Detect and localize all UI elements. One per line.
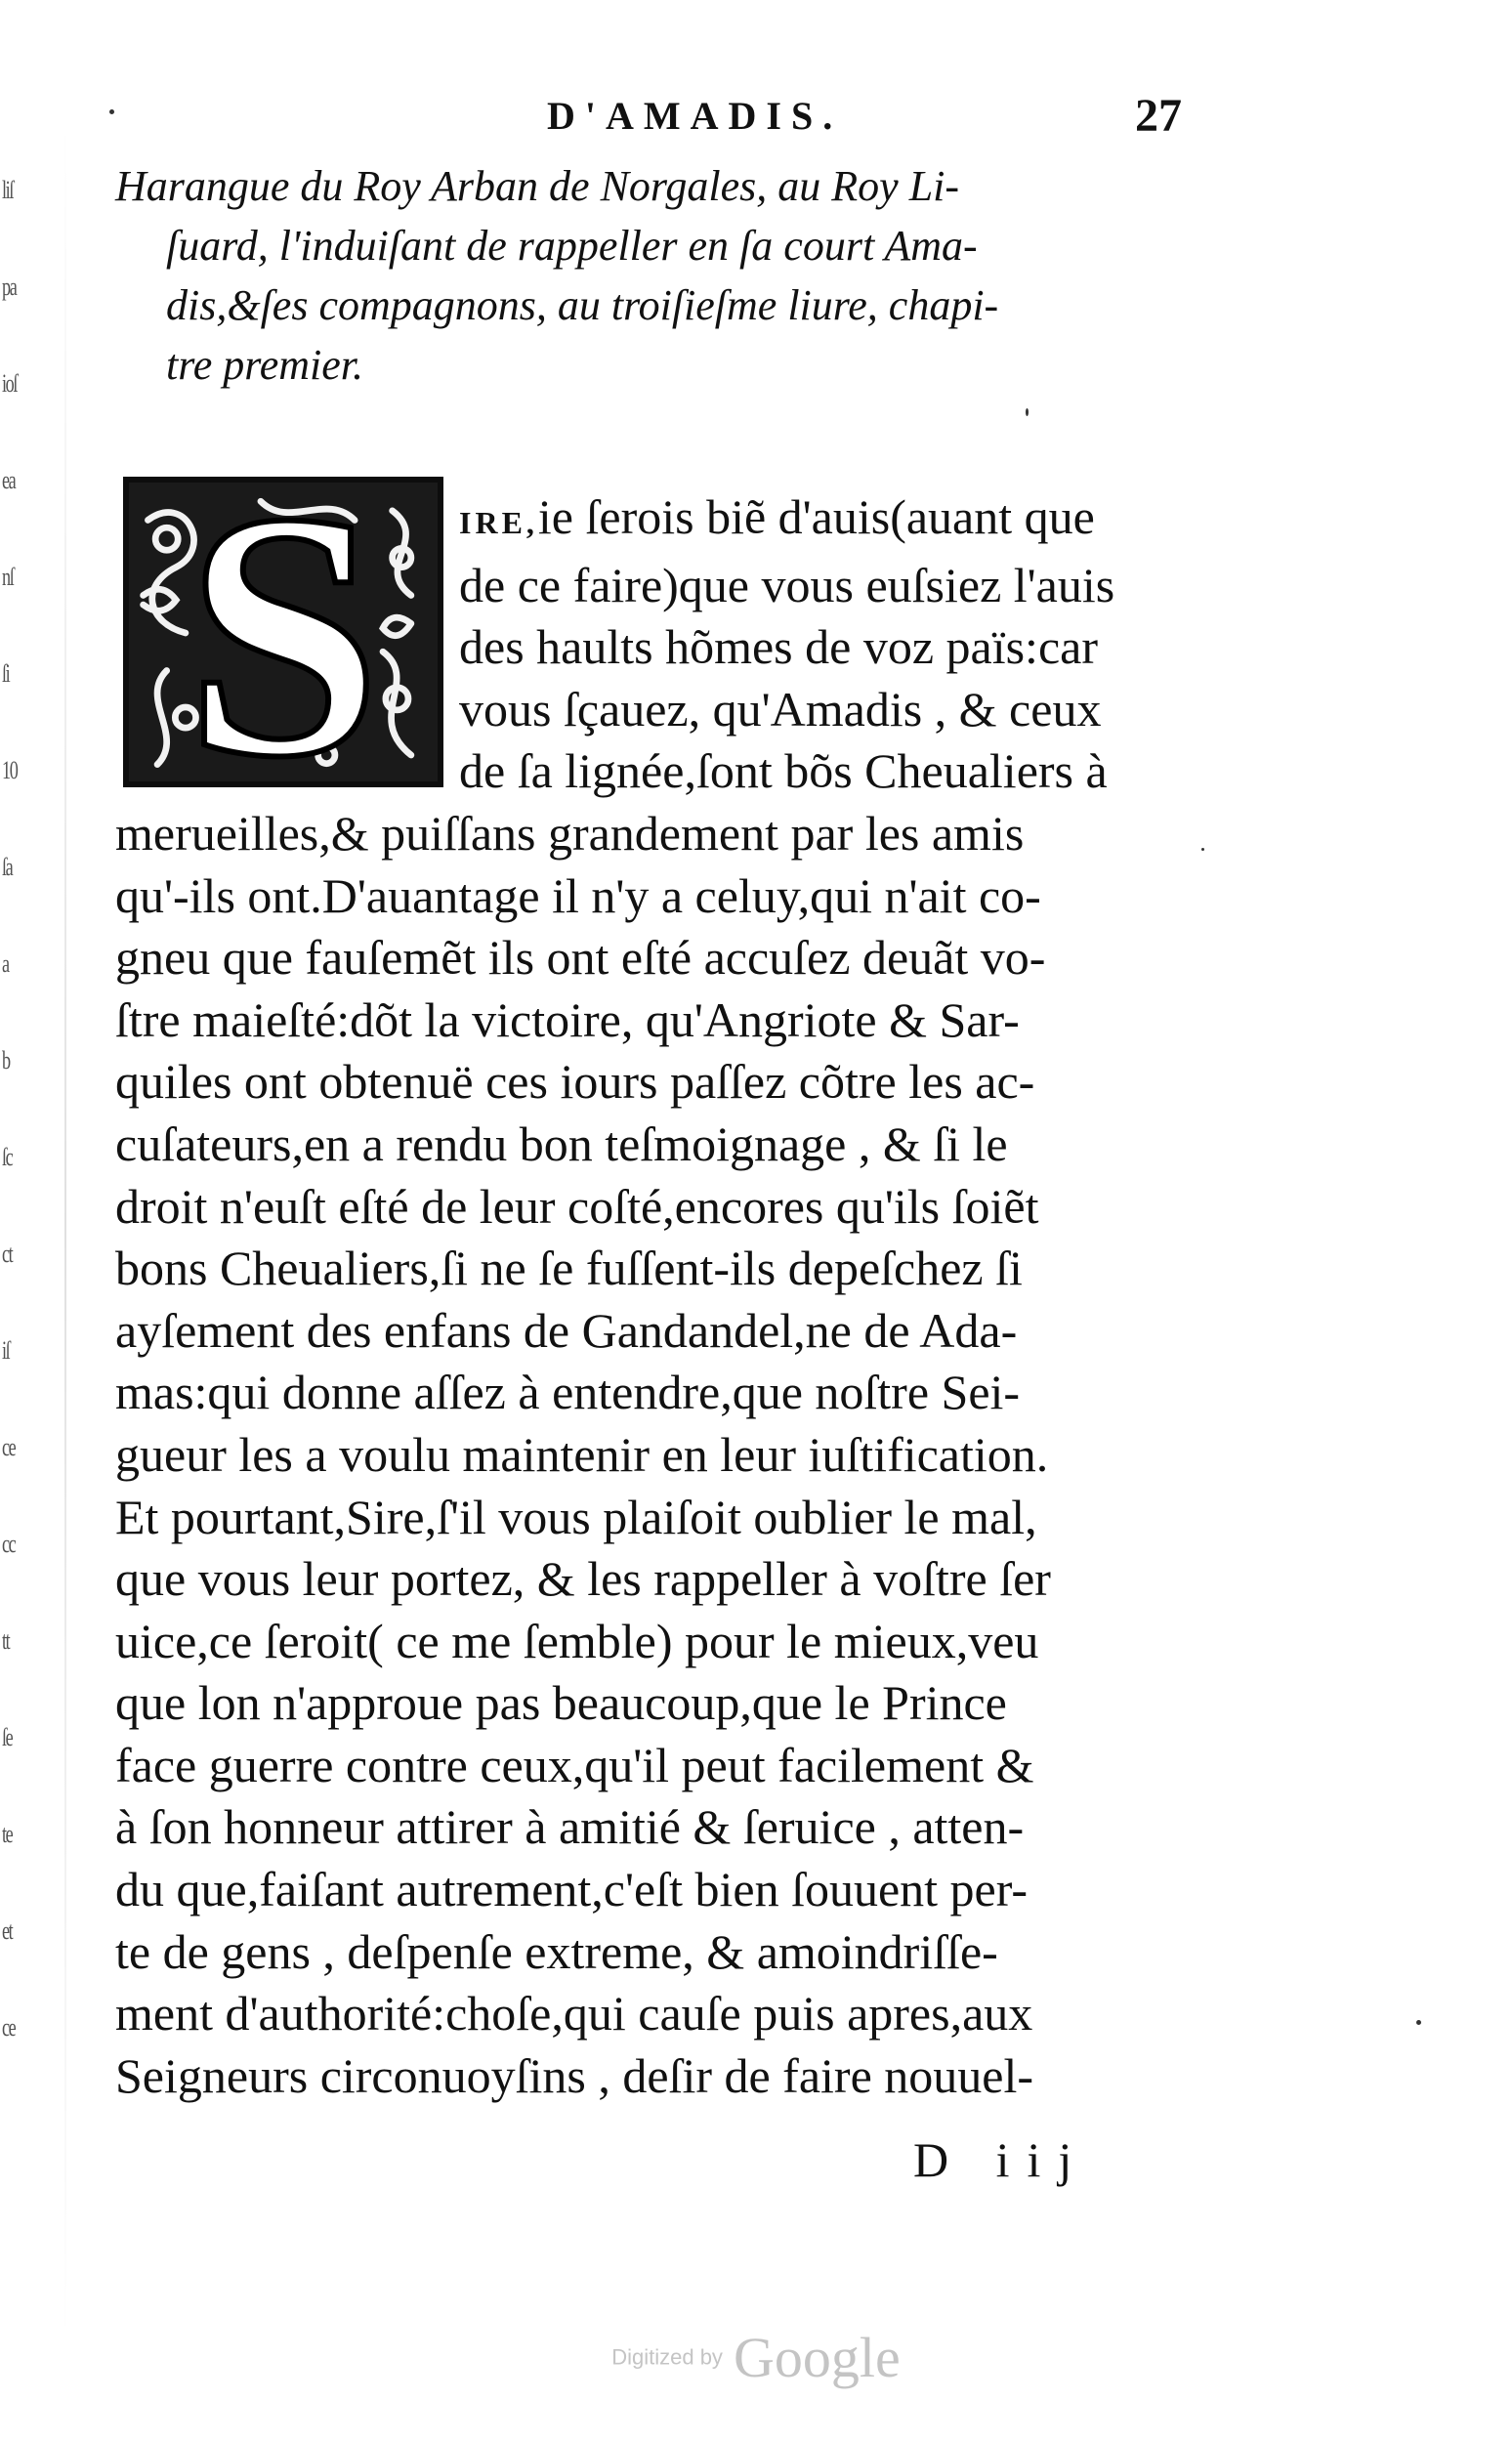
running-title: D'AMADIS. — [547, 94, 843, 138]
margin-fragment: cc — [2, 1530, 16, 1558]
margin-fragment: pa — [2, 273, 17, 301]
margin-fragment: iſ — [2, 1336, 10, 1365]
heading-line: Harangue du Roy Arban de Norgales, au Roy Li- — [115, 162, 960, 210]
margin-fragment: ea — [2, 466, 16, 494]
running-head — [508, 90, 1192, 151]
heading-line: tre premier. — [166, 341, 364, 389]
initial-letter: S — [185, 477, 382, 787]
margin-fragment: 10 — [2, 756, 18, 784]
initial-word: IRE, — [459, 505, 538, 540]
body-line: Seigneurs circonuoyſins , deſir de faire nouuel- — [115, 2047, 1033, 2103]
margin-fragment: ioſ — [2, 369, 18, 398]
gutter-shadow — [64, 117, 66, 2344]
margin-fragment: et — [2, 1916, 13, 1945]
body-line: quiles ont obtenuë ces iours paſſez cõtre les ac- — [115, 1054, 1035, 1110]
margin-fragment: nſ — [2, 563, 14, 591]
ink-speck — [1026, 408, 1029, 416]
margin-fragment: ce — [2, 2013, 16, 2042]
margin-fragment: liſ — [2, 176, 13, 204]
heading-line: dis,&ſes compagnons, au troiſieſme liure, chapi- — [166, 281, 999, 329]
ink-speck — [1416, 2020, 1421, 2025]
body-line: que lon n'approue pas beaucoup,que le Prince — [115, 1675, 1007, 1731]
heading-line: ſuard, l'induiſant de rappeller en ſa court Ama- — [166, 222, 978, 270]
body-line: droit n'euſt eſté de leur coſté,encores qu'ils ſoiẽt — [115, 1178, 1039, 1234]
body-line: ſtre maieſté:dõt la victoire, qu'Angriote & Sar- — [115, 991, 1020, 1047]
body-line: vous ſçauez, qu'Amadis , & ceux — [459, 681, 1102, 737]
body-line: à ſon honneur attirer à amitié & ſeruice , atten- — [115, 1799, 1025, 1855]
body-line: des haults hõmes de voz païs:car — [459, 619, 1098, 675]
page-number: 27 — [1135, 90, 1182, 142]
body-line: Et pourtant,Sire,ſ'il vous plaiſoit oublier le mal, — [115, 1489, 1037, 1544]
digitization-watermark — [0, 2325, 1512, 2390]
body-line: mas:qui donne aſſez à entendre,que noſtre Sei- — [115, 1365, 1021, 1420]
body-line: de ſa lignée,ſont bõs Cheualiers à — [459, 743, 1108, 799]
body-line: uice,ce ſeroit( ce me ſemble) pour le mieux,veu — [115, 1613, 1039, 1668]
body-line: gneu que fauſemẽt ils ont eſté accuſez deuãt vo- — [115, 930, 1046, 986]
chapter-heading — [115, 156, 1209, 395]
margin-fragment: ſc — [2, 1143, 13, 1171]
margin-fragment: ce — [2, 1433, 16, 1461]
margin-fragment: tt — [2, 1626, 10, 1655]
body-line: du que,faiſant autrement,c'eſt bien ſouuent per- — [115, 1862, 1029, 1917]
body-line: IRE,ie ſerois biẽ d'auis(auant que — [459, 489, 1095, 544]
watermark-prefix: Digitized by — [611, 2344, 723, 2370]
body-line: qu'-ils ont.D'auantage il n'y a celuy,qui n'ait co- — [115, 867, 1041, 923]
body-line: que vous leur portez, & les rappeller à voſtre ſer — [115, 1551, 1051, 1607]
body-line: merueilles,& puiſſans grandement par les amis — [115, 805, 1025, 861]
body-line: ayſement des enfans de Gandandel,ne de Ada- — [115, 1302, 1018, 1358]
facing-page-bleed — [0, 0, 78, 2442]
ink-speck — [109, 109, 114, 114]
margin-fragment: ſe — [2, 1723, 13, 1751]
body-line: face guerre contre ceux,qu'il peut facilement & — [115, 1737, 1034, 1792]
margin-fragment: ſa — [2, 853, 13, 881]
signature-mark: D iij — [913, 2132, 1090, 2187]
body-line: cuſateurs,en a rendu bon teſmoignage , & ſi le — [115, 1116, 1008, 1171]
margin-fragment: ct — [2, 1240, 13, 1268]
body-line: te de gens , deſpenſe extreme, & amoindriſſe- — [115, 1923, 998, 1979]
ink-speck — [1201, 848, 1204, 851]
watermark-brand: Google — [734, 2326, 901, 2389]
margin-fragment: te — [2, 1820, 13, 1848]
body-line: gueur les a voulu maintenir en leur iuſtification. — [115, 1426, 1049, 1482]
margin-fragment: b — [2, 1046, 10, 1074]
body-text — [115, 486, 1219, 2107]
body-line: de ce faire)que vous euſsiez l'auis — [459, 557, 1115, 612]
body-line: ment d'authorité:choſe,qui cauſe puis apres,aux — [115, 1986, 1033, 2042]
margin-fragment: a — [2, 949, 9, 978]
margin-fragment: ſi — [2, 659, 10, 688]
body-line: bons Cheualiers,ſi ne ſe fuſſent-ils depeſchez ſi — [115, 1241, 1023, 1296]
